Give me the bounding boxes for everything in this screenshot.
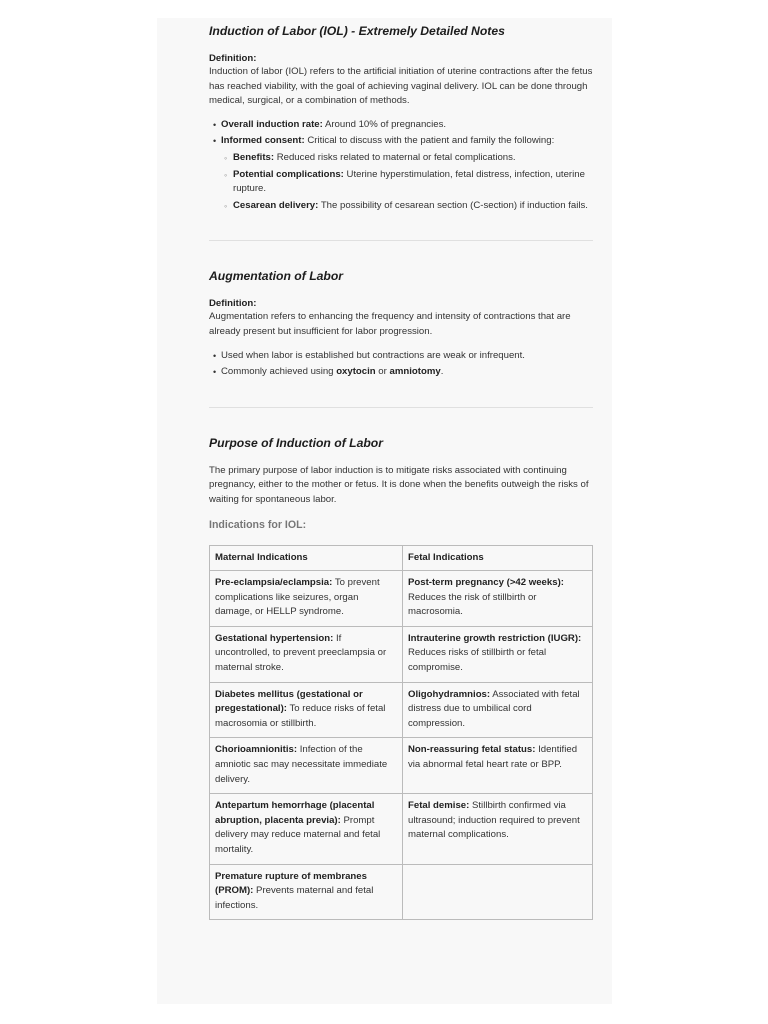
table-row: [210, 864, 593, 920]
maternal-cell: Diabetes mellitus (gestational or pregestational): To reduce risks of fetal macrosomia or stillbirth.: [210, 682, 403, 738]
purpose-text: The primary purpose of labor induction is to mitigate risks associated with continuing pregnancy, either to the mother or fetus. It is done when the benefits outweigh the risks of waiting for spontaneous labor.: [209, 464, 589, 505]
maternal-cell: Antepartum hemorrhage (placental abruption, placenta previa): Prompt delivery may reduce maternal and fetal mortality.: [210, 794, 403, 864]
table-header-row: [210, 545, 593, 571]
table-row: [210, 626, 593, 682]
table-row: [210, 738, 593, 794]
table-row: [210, 794, 593, 864]
list-item: • Commonly achieved using oxytocin or amniotomy.: [209, 365, 593, 380]
indications-table: [209, 545, 593, 921]
fetal-cell: Oligohydramnios: Associated with fetal distress due to umbilical cord compression.: [403, 682, 593, 738]
augmentation-title: Augmentation of Labor: [209, 269, 344, 284]
augmentation-definition: Augmentation refers to enhancing the frequency and intensity of contractions that are already present but insufficient for labor progression.: [209, 311, 571, 337]
table-row: [210, 682, 593, 738]
maternal-cell: Pre-eclampsia/eclampsia: To prevent complications like seizures, organ damage, or HELLP syndrome.: [210, 571, 403, 627]
list-item: • Overall induction rate: Around 10% of pregnancies.: [209, 118, 593, 133]
augmentation-definition-label: Definition:: [209, 298, 257, 310]
purpose-title: Purpose of Induction of Labor: [209, 435, 383, 450]
iol-definition: Induction of labor (IOL) refers to the artificial initiation of uterine contractions after the fetus has reached viability, with the goal of achieving vaginal delivery. IOL can be done through medical, surgical, or a combination of methods.: [209, 66, 593, 107]
fetal-cell: Post-term pregnancy (>42 weeks): Reduces the risk of stillbirth or macrosomia.: [403, 571, 593, 627]
maternal-cell: Premature rupture of membranes (PROM): Prevents maternal and fetal infections.: [210, 864, 403, 920]
list-item: • Informed consent: Critical to discuss with the patient and family the following: ◦ Benefits: Reduced risks related to maternal or fetal complications. ◦ Potential complications: Uterine hyperstimulation, fetal distress, infection, uterine rupture. ◦ Cesarean delivery: The possibility of cesarean section (C-section) if induction fails.: [209, 134, 593, 213]
consent-sub-list: [221, 151, 593, 213]
fetal-indications-header: Fetal Indications: [403, 545, 593, 571]
table-row: [210, 571, 593, 627]
iol-definition-label: Definition:: [209, 53, 257, 64]
iol-bullet-list: [209, 118, 593, 214]
fetal-cell: Non-reassuring fetal status: Identified via abnormal fetal heart rate or BPP.: [403, 738, 593, 794]
document-content: [209, 24, 593, 920]
list-item: ◦ Potential complications: Uterine hyperstimulation, fetal distress, infection, uterine rupture.: [221, 168, 593, 197]
augmentation-bullet-list: [209, 349, 593, 380]
maternal-cell: Chorioamnionitis: Infection of the amniotic sac may necessitate immediate delivery.: [210, 738, 403, 794]
indications-heading: Indications for IOL:: [209, 518, 307, 531]
fetal-cell: Fetal demise: Stillbirth confirmed via ultrasound; induction required to prevent maternal complications.: [403, 794, 593, 864]
list-item: ◦ Benefits: Reduced risks related to maternal or fetal complications.: [221, 151, 593, 166]
iol-title: Induction of Labor (IOL) - Extremely Detailed Notes: [209, 24, 505, 38]
maternal-indications-header: Maternal Indications: [210, 545, 403, 571]
list-item: ◦ Cesarean delivery: The possibility of cesarean section (C-section) if induction fails.: [221, 199, 593, 214]
fetal-cell: [403, 864, 593, 920]
fetal-cell: Intrauterine growth restriction (IUGR): Reduces risks of stillbirth or fetal compromise.: [403, 626, 593, 682]
list-item: • Used when labor is established but contractions are weak or infrequent.: [209, 349, 593, 364]
maternal-cell: Gestational hypertension: If uncontrolled, to prevent preeclampsia or maternal stroke.: [210, 626, 403, 682]
